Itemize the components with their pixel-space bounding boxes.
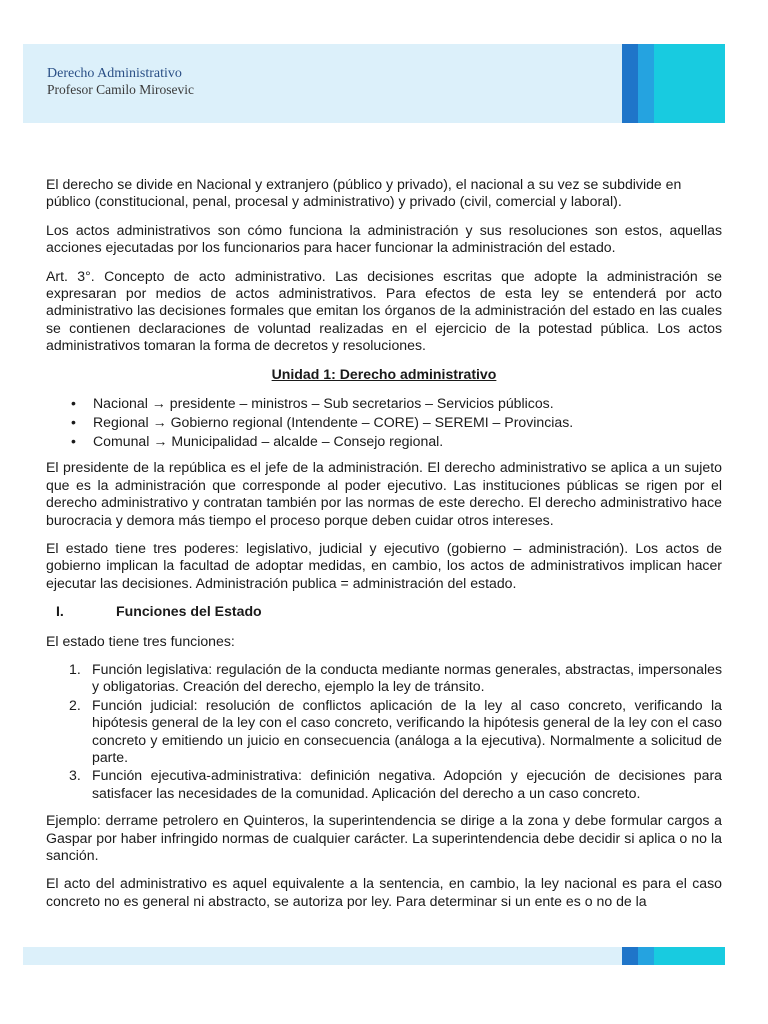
list-item <box>46 433 722 450</box>
item-number: 1. <box>69 660 81 677</box>
list-item <box>46 414 722 431</box>
paragraph-derecho-division: El derecho se divide en Nacional y extranjero (público y privado), el nacional a su vez se subdivide en público (constitucional, penal, procesal y administrativo) y privado (civil, comercial y laboral). <box>46 176 682 210</box>
bullet-icon: • <box>71 395 76 412</box>
functions-list <box>46 661 722 802</box>
stripe-mid-blue <box>638 947 654 965</box>
header-text <box>47 66 194 98</box>
bullet-text: Municipalidad – alcalde – Consejo regional. <box>171 432 444 449</box>
paragraph-actos-administrativos: Los actos administrativos son cómo funciona la administración y sus resoluciones son estos, aquellas acciones ejecutadas por los funcionarios para hacer funcionar la administración del estado. <box>46 221 722 256</box>
arrow-right-icon: → <box>151 395 166 412</box>
stripe-cyan <box>654 947 725 965</box>
arrow-right-icon: → <box>153 432 168 449</box>
paragraph-presidente: El presidente de la república es el jefe de la administración. El derecho administrativo se aplica a un sujeto que es la administración que corresponde al poder ejecutivo. Las instituciones públicas se rigen por el derecho administrativo y contratan también por las normas de este derecho. El derecho administrativo hace burocracia y demora más tiempo el proceso porque deben cuidar otros intereses. <box>46 459 722 528</box>
item-number: 2. <box>69 696 81 713</box>
item-text: Función ejecutiva-administrativa: definición negativa. Adopción y ejecución de decisiones para satisfacer las necesidades de la comunidad. Aplicación del derecho a un caso concreto. <box>92 767 722 801</box>
footer-band <box>23 947 725 965</box>
administration-levels-list <box>46 395 722 450</box>
item-text: Función legislativa: regulación de la conducta mediante normas generales, abstractas, impersonales y obligatorias. Creación del derecho, ejemplo la ley de tránsito. <box>92 660 722 695</box>
section-title: Funciones del Estado <box>116 603 262 620</box>
bullet-text: presidente – ministros – Sub secretarios – Servicios públicos. <box>169 395 554 412</box>
document-body <box>46 176 722 921</box>
course-title: Derecho Administrativo <box>47 66 182 81</box>
paragraph-poderes: El estado tiene tres poderes: legislativo, judicial y ejecutivo (gobierno – administración). Los actos de gobierno implican la facultad de adoptar medidas, en cambio, los actos de administrativos implican hacer ejecutar las decisiones. Administración publica = administración del estado. <box>46 539 722 591</box>
paragraph-acto-administrativo: El acto del administrativo es aquel equivalente a la sentencia, en cambio, la ley nacional es para el caso concreto no es general ni abstracto, se autoriza por ley. Para determinar si un ente es o no de la <box>46 875 722 909</box>
stripe-mid-blue <box>638 44 654 123</box>
unit-heading: Unidad 1: Derecho administrativo <box>271 365 497 382</box>
list-item <box>46 697 722 767</box>
bullet-label: Comunal <box>93 432 150 449</box>
footer-stripes <box>622 947 725 965</box>
section-heading <box>46 603 722 620</box>
item-text: Función judicial: resolución de conflictos aplicación de la ley al caso concreto, verificando la hipótesis general de la ley con el caso concreto, verificando la hipótesis general de la ley con el caso concreto y emitiendo un juicio en consecuencia (análoga a la ejecutiva). Normalmente a solicitud de parte. <box>92 696 722 765</box>
header-stripes <box>622 44 725 123</box>
section-number: I. <box>56 603 64 620</box>
paragraph-tres-funciones: El estado tiene tres funciones: <box>46 632 235 649</box>
bullet-label: Regional <box>93 413 149 430</box>
professor-name: Profesor Camilo Mirosevic <box>47 82 194 97</box>
bullet-icon: • <box>71 432 76 449</box>
stripe-dark-blue <box>622 44 638 123</box>
paragraph-articulo-3: Art. 3°. Concepto de acto administrativo. Las decisiones escritas que adopte la administración se expresaran por medios de actos administrativos. Para efectos de esta ley se entenderá por acto administrativo las decisiones formales que emitan los órganos de la administración del estado en las cuales se contienen declaraciones de voluntad realizadas en el ejercicio de la potestad pública. Los actos administrativos tomaran la forma de decretos y resoluciones. <box>46 267 722 354</box>
header-band <box>23 44 725 123</box>
stripe-cyan <box>654 44 725 123</box>
stripe-dark-blue <box>622 947 638 965</box>
bullet-text: Gobierno regional (Intendente – CORE) – SEREMI – Provincias. <box>170 413 574 430</box>
arrow-right-icon: → <box>152 413 167 430</box>
list-item <box>46 767 722 802</box>
list-item <box>46 395 722 412</box>
list-item <box>46 661 722 696</box>
item-number: 3. <box>69 767 81 784</box>
bullet-label: Nacional <box>93 395 148 412</box>
bullet-icon: • <box>71 413 76 430</box>
paragraph-ejemplo: Ejemplo: derrame petrolero en Quinteros, la superintendencia se dirige a la zona y debe formular cargos a Gaspar por haber infringido normas de cualquier carácter. La superintendencia debe decidir si aplica o no la sanción. <box>46 812 722 863</box>
